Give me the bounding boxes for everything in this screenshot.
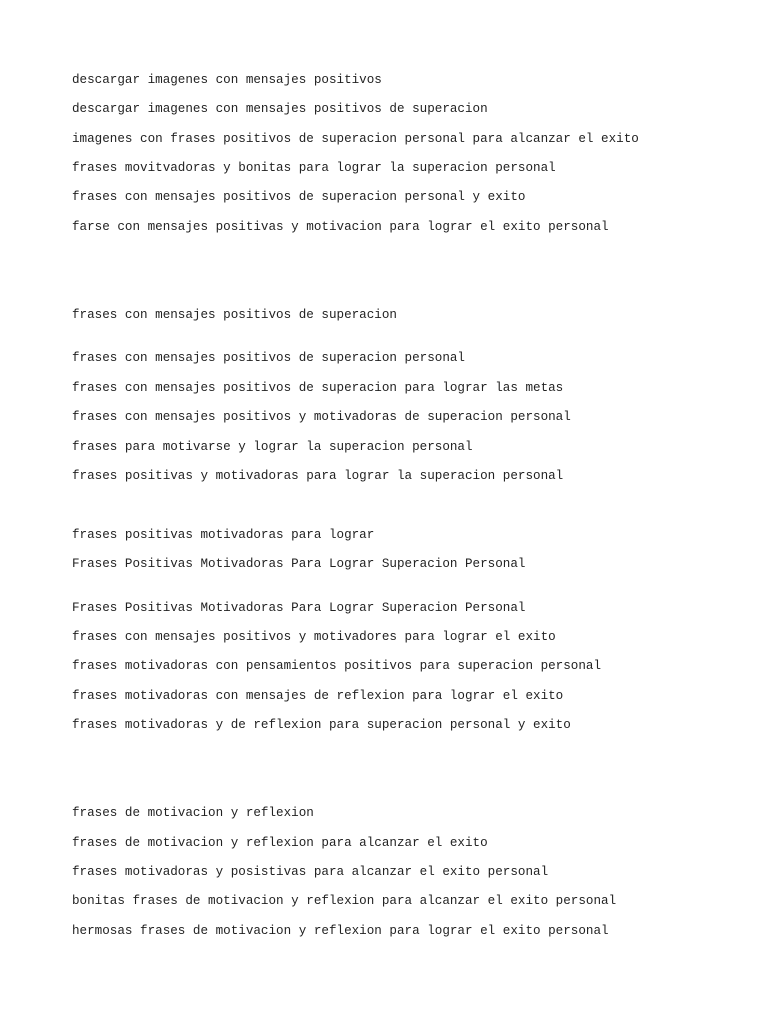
- text-line: Frases Positivas Motivadoras Para Lograr Superacion Personal: [72, 601, 526, 615]
- text-line: frases con mensajes positivos y motivadores para lograr el exito: [72, 630, 556, 644]
- text-line: bonitas frases de motivacion y reflexion para alcanzar el exito personal: [72, 894, 617, 908]
- text-line: Frases Positivas Motivadoras Para Lograr Superacion Personal: [72, 557, 526, 571]
- text-line: frases con mensajes positivos y motivadoras de superacion personal: [72, 410, 571, 424]
- text-line: imagenes con frases positivos de superacion personal para alcanzar el exito: [72, 132, 639, 146]
- text-line: descargar imagenes con mensajes positivos: [72, 73, 382, 87]
- text-line: farse con mensajes positivas y motivacion para lograr el exito personal: [72, 220, 609, 234]
- text-line: frases motivadoras y de reflexion para superacion personal y exito: [72, 718, 571, 732]
- text-line: frases de motivacion y reflexion para alcanzar el exito: [72, 836, 488, 850]
- text-line: frases de motivacion y reflexion: [72, 806, 314, 820]
- text-line: frases para motivarse y lograr la superacion personal: [72, 440, 473, 454]
- text-line: frases con mensajes positivos de superacion para lograr las metas: [72, 381, 564, 395]
- text-line: frases movitvadoras y bonitas para lograr la superacion personal: [72, 161, 556, 175]
- text-line: frases positivas y motivadoras para lograr la superacion personal: [72, 469, 564, 483]
- text-line: descargar imagenes con mensajes positivos de superacion: [72, 102, 488, 116]
- text-line: frases motivadoras y posistivas para alcanzar el exito personal: [72, 865, 549, 879]
- text-line: frases con mensajes positivos de superacion: [72, 308, 397, 322]
- text-line: frases con mensajes positivos de superacion personal: [72, 351, 465, 365]
- text-line: frases motivadoras con pensamientos positivos para superacion personal: [72, 659, 602, 673]
- text-line: frases con mensajes positivos de superacion personal y exito: [72, 190, 526, 204]
- text-line: frases positivas motivadoras para lograr: [72, 528, 375, 542]
- text-line: frases motivadoras con mensajes de reflexion para lograr el exito: [72, 689, 564, 703]
- text-line: hermosas frases de motivacion y reflexion para lograr el exito personal: [72, 924, 609, 938]
